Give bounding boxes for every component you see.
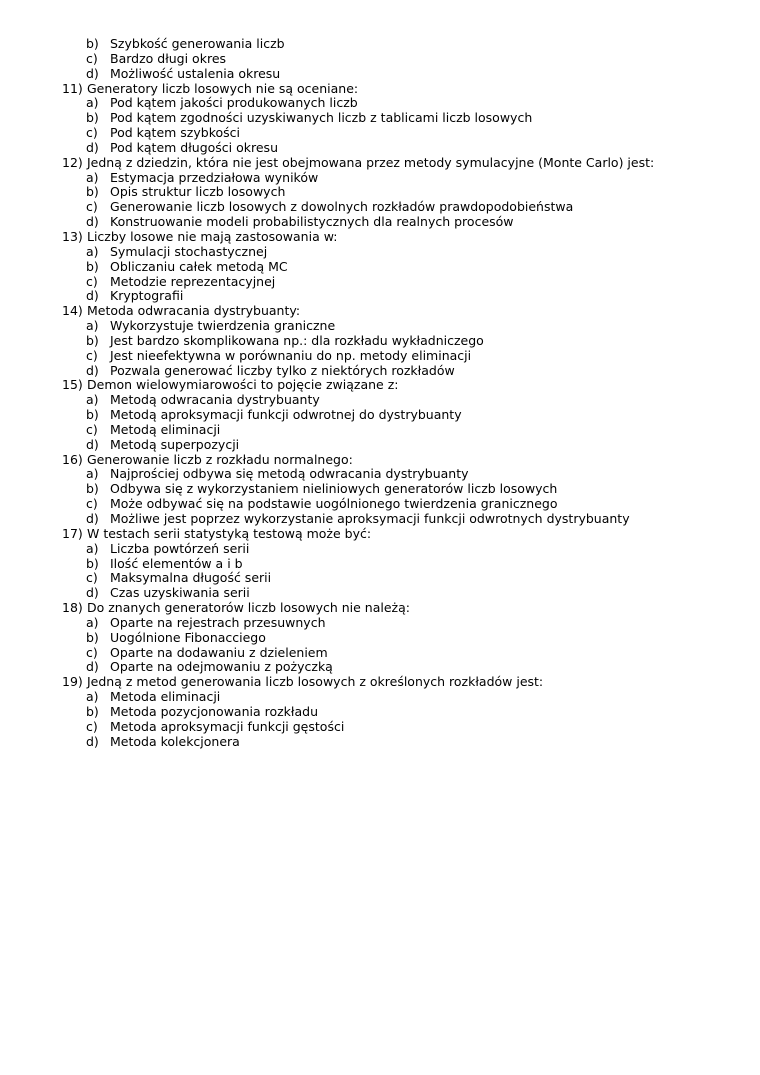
option-letter: d)	[86, 436, 99, 452]
question-number: 12)	[62, 154, 83, 170]
option-letter: b)	[86, 481, 99, 497]
option-item	[0, 646, 760, 661]
question-header	[0, 527, 760, 542]
question-14	[0, 304, 760, 378]
question-15	[0, 378, 760, 452]
option-text: Pozwala generować liczby tylko z niektórych rozkładów	[110, 362, 455, 378]
option-text: Estymacja przedziałowa wyników	[110, 169, 319, 185]
option-text: Opis struktur liczb losowych	[110, 184, 286, 200]
question-header	[0, 82, 760, 97]
option-text: Maksymalna długość serii	[110, 570, 272, 586]
option-item	[0, 497, 760, 512]
question-16	[0, 453, 760, 527]
option-item	[0, 260, 760, 275]
option-item	[0, 215, 760, 230]
option-letter: c)	[86, 50, 98, 66]
question-text: Generatory liczb losowych nie są oceniane:	[87, 80, 359, 96]
question-number: 17)	[62, 525, 83, 541]
option-item	[0, 141, 760, 156]
option-text: Jest nieefektywna w porównaniu do np. metody eliminacji	[110, 347, 472, 363]
option-item	[0, 735, 760, 750]
option-letter: b)	[86, 184, 99, 200]
option-item	[0, 37, 760, 52]
option-item	[0, 52, 760, 67]
option-letter: c)	[86, 644, 98, 660]
question-number: 18)	[62, 600, 83, 616]
option-letter: a)	[86, 169, 99, 185]
question-text: Generowanie liczb z rozkładu normalnego:	[87, 451, 353, 467]
option-letter: b)	[86, 555, 99, 571]
option-letter: b)	[86, 258, 99, 274]
option-text: Metoda pozycjonowania rozkładu	[110, 703, 318, 719]
option-letter: a)	[86, 243, 99, 259]
option-item	[0, 111, 760, 126]
option-text: Bardzo długi okres	[110, 50, 227, 66]
question-18	[0, 601, 760, 675]
option-letter: c)	[86, 125, 98, 141]
option-letter: d)	[86, 659, 99, 675]
option-text: Pod kątem zgodności uzyskiwanych liczb z tablicami liczb losowych	[110, 110, 533, 126]
option-letter: d)	[86, 288, 99, 304]
option-text: Metoda kolekcjonera	[110, 733, 240, 749]
question-number: 16)	[62, 451, 83, 467]
option-item	[0, 467, 760, 482]
option-text: Metodą superpozycji	[110, 436, 240, 452]
question-text: Demon wielowymiarowości to pojęcie związane z:	[87, 377, 399, 393]
option-letter: a)	[86, 318, 99, 334]
option-text: Obliczaniu całek metodą MC	[110, 258, 288, 274]
question-12	[0, 156, 760, 230]
option-item	[0, 126, 760, 141]
question-11	[0, 82, 760, 156]
option-letter: b)	[86, 36, 99, 51]
question-number: 11)	[62, 80, 83, 96]
option-item	[0, 660, 760, 675]
question-header	[0, 601, 760, 616]
option-letter: a)	[86, 95, 99, 111]
option-text: Pod kątem jakości produkowanych liczb	[110, 95, 358, 111]
option-letter: b)	[86, 110, 99, 126]
option-item	[0, 586, 760, 601]
option-text: Uogólnione Fibonacciego	[110, 629, 266, 645]
option-letter: c)	[86, 718, 98, 734]
option-item	[0, 720, 760, 735]
option-item	[0, 557, 760, 572]
option-letter: a)	[86, 392, 99, 408]
option-text: Metodą eliminacji	[110, 421, 221, 437]
option-text: Metoda aproksymacji funkcji gęstości	[110, 718, 345, 734]
option-letter: c)	[86, 421, 98, 437]
question-header	[0, 453, 760, 468]
leading-options	[0, 37, 760, 82]
option-letter: b)	[86, 703, 99, 719]
question-header	[0, 675, 760, 690]
option-item	[0, 408, 760, 423]
option-item	[0, 571, 760, 586]
option-item	[0, 319, 760, 334]
option-text: Jest bardzo skomplikowana np.: dla rozkładu wykładniczego	[110, 332, 484, 348]
option-text: Metodzie reprezentacyjnej	[110, 273, 276, 289]
option-letter: d)	[86, 65, 99, 81]
option-text: Ilość elementów a i b	[110, 555, 243, 571]
option-item	[0, 349, 760, 364]
question-header	[0, 156, 760, 171]
option-item	[0, 423, 760, 438]
question-17	[0, 527, 760, 601]
option-letter: a)	[86, 689, 99, 705]
option-text: Oparte na odejmowaniu z pożyczką	[110, 659, 333, 675]
option-item	[0, 334, 760, 349]
option-item	[0, 690, 760, 705]
option-item	[0, 185, 760, 200]
option-text: Szybkość generowania liczb	[110, 36, 285, 51]
option-item	[0, 289, 760, 304]
option-text: Możliwość ustalenia okresu	[110, 65, 281, 81]
option-item	[0, 631, 760, 646]
option-letter: d)	[86, 733, 99, 749]
option-text: Wykorzystuje twierdzenia graniczne	[110, 318, 336, 334]
option-text: Pod kątem długości okresu	[110, 139, 278, 155]
option-letter: d)	[86, 362, 99, 378]
option-item	[0, 542, 760, 557]
option-text: Liczba powtórzeń serii	[110, 540, 250, 556]
option-text: Oparte na dodawaniu z dzieleniem	[110, 644, 328, 660]
question-number: 13)	[62, 228, 83, 244]
option-text: Pod kątem szybkości	[110, 125, 240, 141]
option-text: Konstruowanie modeli probabilistycznych dla realnych procesów	[110, 214, 514, 230]
question-text: Metoda odwracania dystrybuanty:	[87, 303, 301, 319]
option-text: Możliwe jest poprzez wykorzystanie aproksymacji funkcji odwrotnych dystrybuanty	[110, 511, 630, 526]
question-number: 15)	[62, 377, 83, 393]
option-item	[0, 275, 760, 290]
option-letter: d)	[86, 585, 99, 601]
option-item	[0, 393, 760, 408]
option-item	[0, 616, 760, 631]
option-letter: d)	[86, 139, 99, 155]
option-text: Kryptografii	[110, 288, 184, 304]
option-text: Symulacji stochastycznej	[110, 243, 268, 259]
question-text: Jedną z dziedzin, która nie jest obejmowana przez metody symulacyjne (Monte Carlo) jest:	[87, 154, 655, 170]
option-item	[0, 96, 760, 111]
option-text: Generowanie liczb losowych z dowolnych rozkładów prawdopodobieństwa	[110, 199, 574, 215]
question-19	[0, 675, 760, 749]
option-text: Odbywa się z wykorzystaniem nieliniowych generatorów liczb losowych	[110, 481, 558, 497]
option-letter: c)	[86, 347, 98, 363]
option-letter: c)	[86, 570, 98, 586]
question-header	[0, 230, 760, 245]
option-text: Najprościej odbywa się metodą odwracania dystrybuanty	[110, 466, 469, 482]
option-item	[0, 245, 760, 260]
option-item	[0, 512, 760, 527]
option-letter: a)	[86, 466, 99, 482]
option-text: Może odbywać się na podstawie uogólnionego twierdzenia granicznego	[110, 496, 558, 512]
option-item	[0, 67, 760, 82]
option-text: Metodą aproksymacji funkcji odwrotnej do dystrybuanty	[110, 407, 462, 423]
question-text: Do znanych generatorów liczb losowych nie należą:	[87, 600, 410, 616]
option-item	[0, 171, 760, 186]
option-item	[0, 364, 760, 379]
option-text: Czas uzyskiwania serii	[110, 585, 250, 601]
question-text: W testach serii statystyką testową może być:	[87, 525, 372, 541]
option-letter: c)	[86, 273, 98, 289]
option-letter: a)	[86, 540, 99, 556]
option-letter: c)	[86, 199, 98, 215]
option-letter: b)	[86, 407, 99, 423]
option-letter: d)	[86, 214, 99, 230]
question-header	[0, 304, 760, 319]
option-item	[0, 705, 760, 720]
option-item	[0, 438, 760, 453]
option-text: Metodą odwracania dystrybuanty	[110, 392, 320, 408]
question-text: Jedną z metod generowania liczb losowych z określonych rozkładów jest:	[87, 674, 544, 690]
question-number: 14)	[62, 303, 83, 319]
question-text: Liczby losowe nie mają zastosowania w:	[87, 228, 338, 244]
question-number: 19)	[62, 674, 83, 690]
option-text: Metoda eliminacji	[110, 689, 221, 705]
option-letter: a)	[86, 614, 99, 630]
question-header	[0, 378, 760, 393]
option-text: Oparte na rejestrach przesuwnych	[110, 614, 326, 630]
question-13	[0, 230, 760, 304]
option-letter: b)	[86, 332, 99, 348]
option-item	[0, 482, 760, 497]
option-letter: d)	[86, 511, 99, 526]
option-letter: b)	[86, 629, 99, 645]
option-letter: c)	[86, 496, 98, 512]
option-item	[0, 200, 760, 215]
